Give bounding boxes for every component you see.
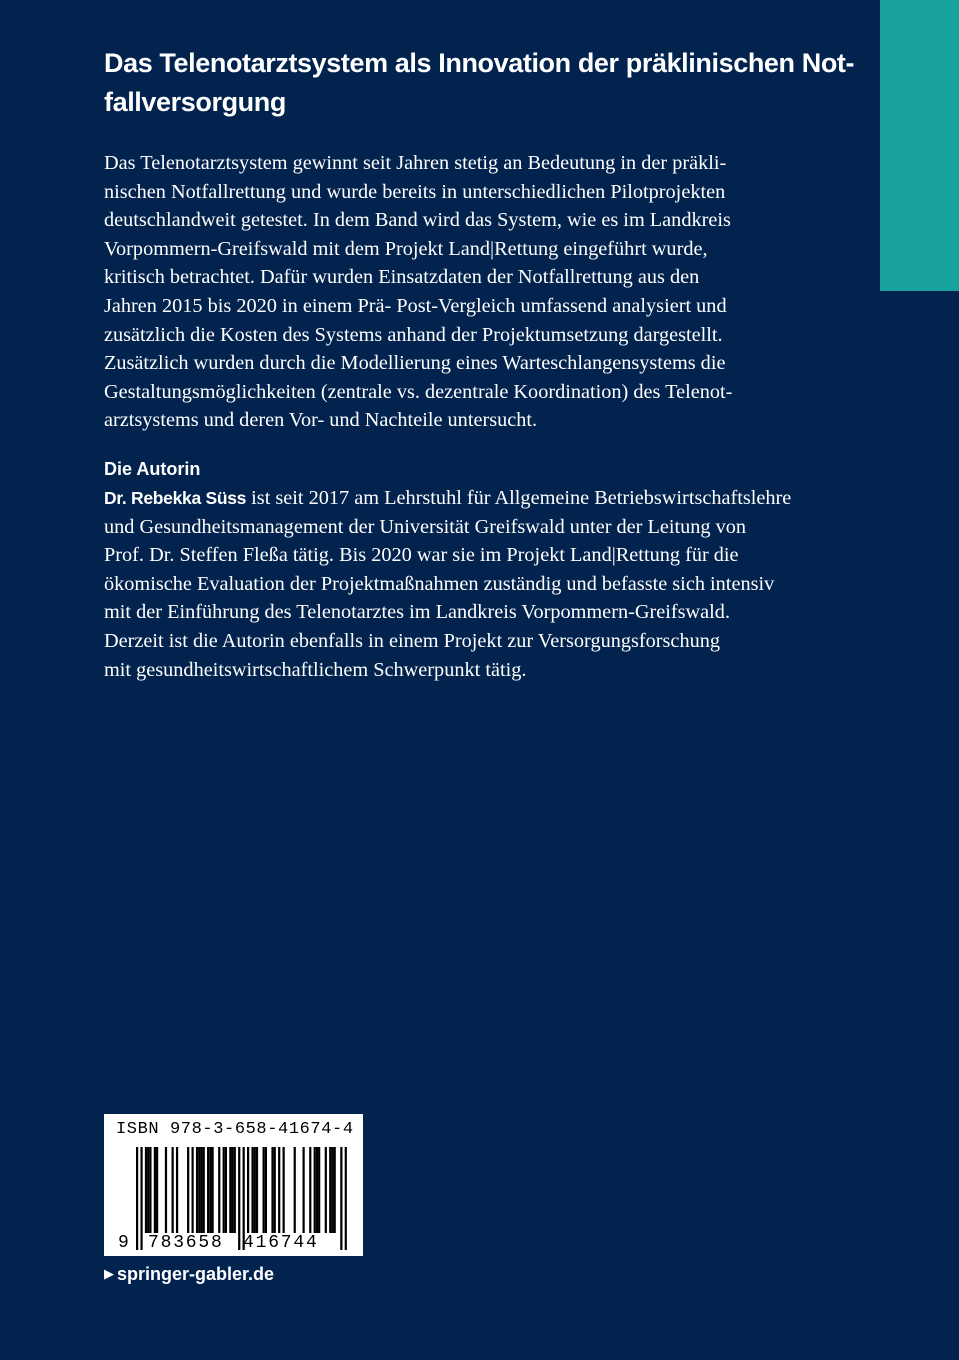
author-bio-line: Derzeit ist die Autorin ebenfalls in einem Projekt zur Versorgungsforschung [104,629,721,652]
barcode-bar [136,1147,138,1250]
author-bio-line [104,484,819,513]
barcode-bar [251,1147,253,1233]
triangle-right-icon: ▶ [104,1266,114,1281]
barcode-bar [256,1147,258,1233]
description-line: nischen Notfallrettung und wurde bereits in unterschiedlichen Pilotprojekten [104,180,726,203]
description-line: Jahren 2015 bis 2020 in einem Prä- Post-Vergleich umfassend analysiert und [104,294,727,317]
isbn-label: ISBN 978-3-658-41674-4 [116,1120,354,1139]
book-title [104,44,855,122]
barcode-bar [154,1147,156,1233]
barcode-bar [207,1147,209,1233]
barcode-bar [278,1147,280,1233]
barcode-digits-left: 783658 [148,1233,224,1253]
description-line: Vorpommern-Greifswald mit dem Projekt Land|Rettung eingeführt wurde, [104,237,708,260]
barcode-bar [345,1147,347,1250]
barcode-bar [209,1147,211,1233]
description-line: zusätzlich die Kosten des Systems anhand der Projektumsetzung dargestellt. [104,323,723,346]
barcode-bar [331,1147,333,1233]
barcode-bar [274,1147,276,1233]
barcode-digit-lead: 9 [118,1233,129,1253]
barcode-bar [149,1147,151,1233]
barcode-bar [283,1147,285,1233]
barcode-bar [314,1147,316,1233]
barcode-bar [198,1147,200,1233]
barcode-bar [187,1147,189,1233]
isbn-barcode [104,1114,363,1256]
barcode-bar [316,1147,318,1233]
barcode-bar [238,1147,240,1250]
barcode-bar [340,1147,342,1250]
barcode-bar [203,1147,205,1233]
barcode-bar [263,1147,265,1233]
author-bio-line: Prof. Dr. Steffen Fleßa tätig. Bis 2020 war sie im Projekt Land|Rettung für die [104,544,739,567]
barcode-bar [156,1147,158,1233]
author-heading: Die Autorin [104,459,201,479]
barcode-bar [192,1147,194,1233]
author-bio-line: mit der Einführung des Telenotarztes im Landkreis Vorpommern-Greifswald. [104,601,731,624]
barcode-bar [145,1147,147,1233]
barcode-bar [218,1147,220,1233]
description-line: Gestaltungsmöglichkeiten (zentrale vs. dezentrale Koordination) des Telenot- [104,380,733,403]
barcode-digits-right: 416744 [243,1233,319,1253]
barcode-bar [140,1147,142,1250]
barcode-bar [200,1147,202,1233]
barcode-bar [165,1147,167,1233]
website-text: springer-gabler.de [117,1264,275,1284]
book-description [104,149,819,435]
barcode-bar [234,1147,236,1233]
barcode-bar [231,1147,233,1233]
barcode-bar [229,1147,231,1233]
barcode-bar [318,1147,320,1233]
barcode-bar [265,1147,267,1233]
author-bio [104,484,819,684]
author-bio-line: mit gesundheitswirtschaftlichem Schwerpunkt tätig. [104,658,527,681]
description-line: Zusätzlich wurden durch die Modellierung eines Warteschlangensystems die [104,352,726,375]
barcode-bar [176,1147,178,1233]
author-bio-line: ökomische Evaluation der Projektmaßnahmen zuständig und befasste sich intensiv [104,572,775,595]
accent-bar [880,0,959,291]
title-line: fallversorgung [104,87,286,117]
barcode-bar [172,1147,174,1233]
publisher-website-link[interactable] [104,1262,274,1288]
barcode-bar [303,1147,305,1233]
description-line: arztsystems und deren Vor- und Nachteile untersucht. [104,409,538,432]
description-line: deutschlandweit getestet. In dem Band wird das System, wie es im Landkreis [104,209,731,232]
barcode-bar [294,1147,296,1233]
barcode-bar [196,1147,198,1233]
author-bio-line: und Gesundheitsmanagement der Universität Greifswald unter der Leitung von [104,515,747,538]
barcode-bar [334,1147,336,1233]
barcode-bar [223,1147,225,1233]
description-line: Das Telenotarztsystem gewinnt seit Jahren stetig an Bedeutung in der präkli- [104,152,727,174]
barcode-bar [325,1147,327,1233]
author-name: Dr. Rebekka Süss [104,488,247,508]
description-line: kritisch betrachtet. Dafür wurden Einsatzdaten der Notfallrettung aus den [104,266,700,289]
barcode-bar [147,1147,149,1233]
barcode-bar [254,1147,256,1233]
barcode-bar [271,1147,273,1233]
author-bio-first-rest: ist seit 2017 am Lehrstuhl für Allgemeine Betriebswirtschaftslehre [246,487,792,509]
title-line: Das Telenotarztsystem als Innovation der präklinischen Not- [104,48,855,78]
barcode-bar [225,1147,227,1233]
barcode-bar [329,1147,331,1233]
barcode-bar [247,1147,249,1233]
barcode-bar [309,1147,311,1233]
barcode-graphic [104,1114,363,1256]
barcode-bar [211,1147,213,1233]
